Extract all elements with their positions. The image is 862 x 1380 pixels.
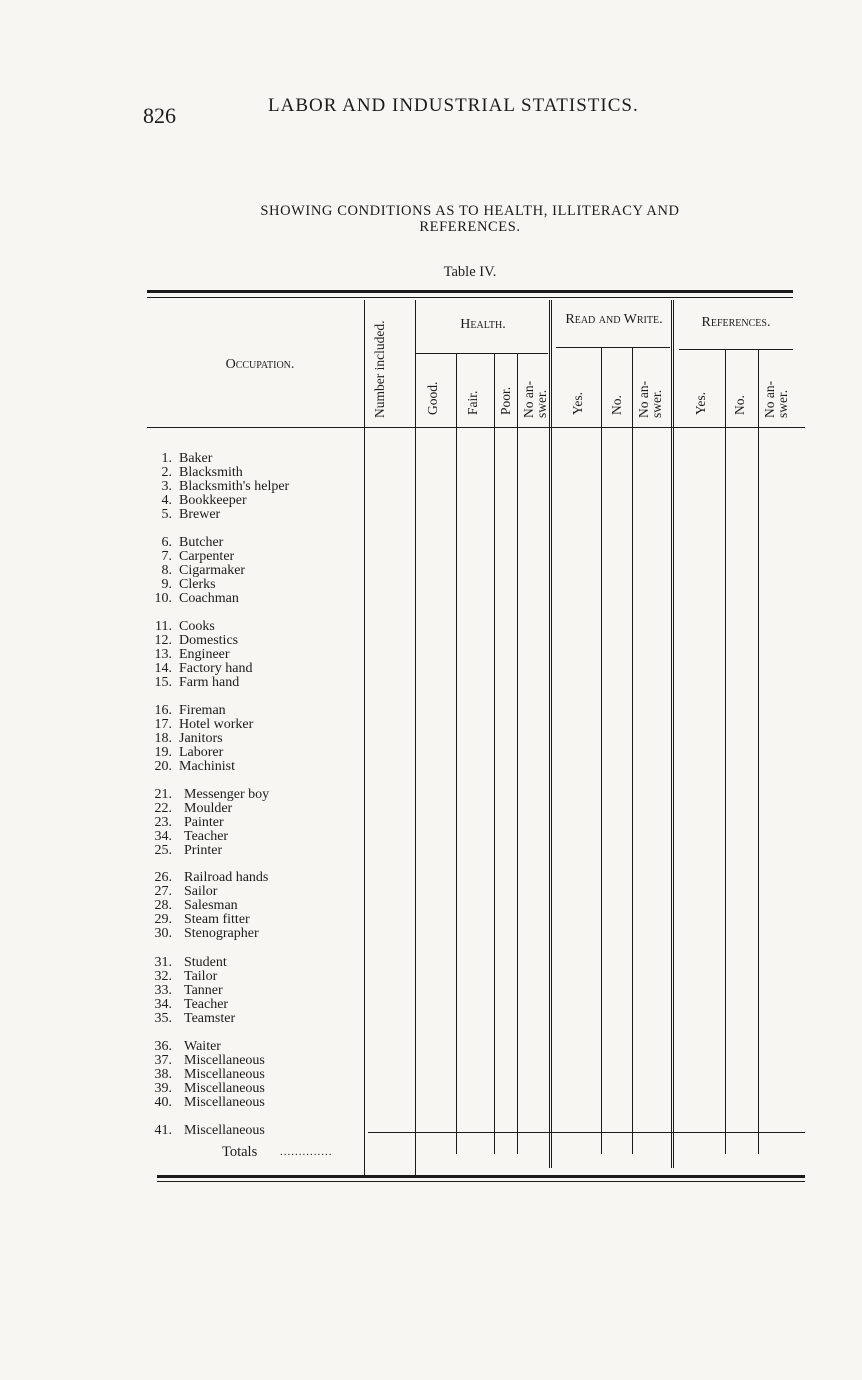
occupation-name: Messenger boy (184, 788, 272, 802)
row-number: 20. (154, 759, 172, 774)
occupation-name: Teamster (184, 1012, 238, 1026)
occupation-name: Blacksmith (179, 466, 246, 480)
caption-line-2: REFERENCES. (419, 219, 521, 235)
occupation-name: Tanner (184, 984, 226, 998)
row-number: 28. (154, 898, 172, 913)
occupation-name: Stenographer (184, 927, 262, 941)
col-divider-double (549, 300, 552, 1168)
references-sub-rule (679, 349, 793, 350)
occupation-name: Moulder (184, 802, 235, 816)
occupation-name: Janitors (179, 732, 226, 746)
occupation-name: Factory hand (179, 662, 255, 676)
row-number: 5. (161, 507, 172, 522)
ref-yes-header: Yes. (693, 391, 708, 415)
occupation-name: Teacher (184, 998, 231, 1012)
table-label: Table IV. (443, 264, 497, 280)
row-number: 21. (154, 787, 172, 802)
row-number: 2. (161, 465, 172, 480)
row-number: 41. (154, 1123, 172, 1138)
occupation-name: Bookkeeper (179, 494, 250, 508)
occupation-name: Blacksmith's helper (179, 480, 292, 494)
occupation-name: Butcher (179, 536, 226, 550)
ref-no-header: No. (732, 395, 747, 415)
row-number: 31. (154, 955, 172, 970)
occupation-name: Teacher (184, 830, 231, 844)
col-divider (415, 300, 416, 1175)
read-yes-header: Yes. (570, 391, 585, 415)
bottom-rule-thin (157, 1181, 805, 1182)
health-sub-rule (416, 353, 548, 354)
row-number: 40. (154, 1095, 172, 1110)
occupation-name: Miscellaneous (184, 1068, 268, 1082)
number-included-header (373, 318, 387, 418)
number-included-label: Number included. (372, 320, 387, 418)
col-divider (364, 300, 365, 1175)
row-number: 37. (154, 1053, 172, 1068)
row-number: 27. (154, 884, 172, 899)
occupation-name: Cigarmaker (179, 564, 248, 578)
row-number: 22. (154, 801, 172, 816)
row-number: 26. (154, 870, 172, 885)
row-number: 8. (161, 563, 172, 578)
occupation-name: Miscellaneous (184, 1054, 268, 1068)
occupation-name: Waiter (184, 1040, 224, 1054)
health-no-answer-header (522, 360, 548, 418)
readwrite-sub-rule (556, 347, 670, 348)
row-number: 3. (161, 479, 172, 494)
top-rule (147, 290, 793, 293)
occupation-name: Painter (184, 816, 227, 830)
occupation-name: Farm hand (179, 676, 242, 690)
occupation-name: Laborer (179, 746, 226, 760)
occupation-name: Baker (179, 452, 215, 466)
health-no-answer-label: No an- swer. (521, 380, 549, 418)
fair-header: Fair. (465, 390, 480, 415)
col-divider (632, 348, 633, 1154)
occupation-name: Salesman (184, 899, 241, 913)
row-number: 10. (154, 591, 172, 606)
read-no-answer-header (637, 360, 663, 418)
row-number: 11. (155, 619, 172, 634)
running-head: LABOR AND INDUSTRIAL STATISTICS. (268, 95, 639, 116)
row-number: 35. (154, 1011, 172, 1026)
row-number: 34. (154, 997, 172, 1012)
occupation-name: Tailor (184, 970, 220, 984)
row-number: 6. (161, 535, 172, 550)
row-number: 1. (161, 451, 172, 466)
col-divider (494, 354, 495, 1154)
row-number: 30. (154, 926, 172, 941)
col-divider (601, 348, 602, 1154)
row-number: 7. (161, 549, 172, 564)
top-rule-thin (147, 297, 793, 298)
occupation-name: Miscellaneous (184, 1096, 268, 1110)
read-no-answer-label: No an- swer. (636, 380, 664, 418)
occupation-name: Clerks (179, 578, 219, 592)
row-number: 15. (154, 675, 172, 690)
row-number: 14. (154, 661, 172, 676)
totals-label: Totals (222, 1144, 258, 1160)
occupation-name: Brewer (179, 508, 223, 522)
table-caption (150, 203, 790, 235)
row-number: 34. (154, 829, 172, 844)
occupation-name: Carpenter (179, 550, 237, 564)
poor-header: Poor. (498, 386, 513, 415)
occupation-name: Sailor (184, 885, 220, 899)
row-number: 9. (161, 577, 172, 592)
col-divider (456, 354, 457, 1154)
row-number: 39. (154, 1081, 172, 1096)
row-number: 23. (154, 815, 172, 830)
ref-no-answer-label: No an- swer. (762, 380, 790, 418)
row-number: 32. (154, 969, 172, 984)
occupation-name: Printer (184, 844, 225, 858)
row-number: 33. (154, 983, 172, 998)
bottom-rule (157, 1175, 805, 1178)
occupation-name: Student (184, 956, 230, 970)
page-number: 826 (143, 103, 176, 128)
health-header: Health. (460, 317, 506, 332)
caption-line-1: SHOWING CONDITIONS AS TO HEALTH, ILLITERACY AND (260, 203, 680, 219)
col-divider (725, 350, 726, 1154)
occupation-name: Steam fitter (184, 913, 253, 927)
dot-leader: .............. (280, 1146, 333, 1158)
row-number: 25. (154, 843, 172, 858)
row-number: 17. (154, 717, 172, 732)
row-number: 16. (154, 703, 172, 718)
occupation-name: Railroad hands (184, 871, 271, 885)
row-number: 29. (154, 912, 172, 927)
row-number: 18. (154, 731, 172, 746)
occupation-name: Domestics (179, 634, 241, 648)
row-number: 12. (154, 633, 172, 648)
occupation-name: Miscellaneous (184, 1082, 268, 1096)
occupation-name: Miscellaneous (184, 1124, 268, 1138)
totals-top-rule (368, 1132, 805, 1133)
references-header: References. (701, 315, 771, 330)
row-number: 13. (154, 647, 172, 662)
read-write-header: Read and Write. (565, 312, 663, 327)
row-number: 36. (154, 1039, 172, 1054)
ref-no-answer-header (763, 360, 789, 418)
occupation-header: Occupation. (225, 357, 295, 372)
col-divider (758, 350, 759, 1154)
read-no-header: No. (609, 395, 624, 415)
row-number: 4. (161, 493, 172, 508)
occupation-name: Coachman (179, 592, 242, 606)
occupation-name: Cooks (179, 620, 218, 634)
header-bottom-rule (147, 427, 805, 428)
occupation-name: Hotel worker (179, 718, 256, 732)
row-number: 19. (154, 745, 172, 760)
occupation-name: Machinist (179, 760, 238, 774)
col-divider-double (671, 300, 674, 1168)
col-divider (517, 354, 518, 1154)
row-number: 38. (154, 1067, 172, 1082)
occupation-name: Engineer (179, 648, 233, 662)
occupation-name: Fireman (179, 704, 229, 718)
good-header: Good. (425, 381, 440, 415)
